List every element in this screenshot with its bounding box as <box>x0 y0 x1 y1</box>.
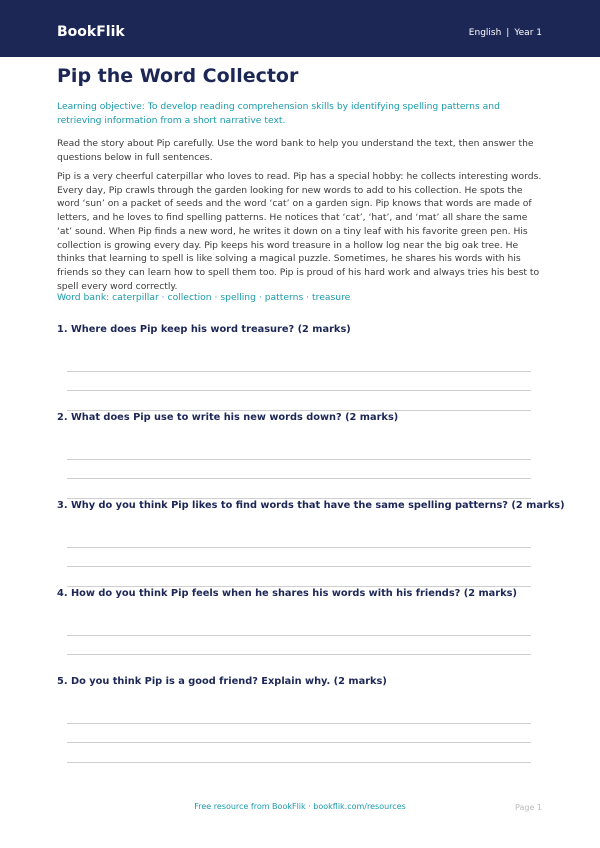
learning-objective: Learning objective: To develop reading comprehension skills by identifying spelling patterns and retrieving information from a short narrative text. <box>57 101 500 126</box>
year-label: Year 1 <box>514 28 542 38</box>
answer-line[interactable] <box>67 459 531 460</box>
answer-line[interactable] <box>67 390 531 391</box>
answer-line[interactable] <box>67 566 531 567</box>
answer-line[interactable] <box>67 762 531 763</box>
footer-resource-link[interactable]: Free resource from BookFlik · bookflik.com/resources <box>194 802 406 811</box>
question-4: 4. How do you think Pip feels when he shares his words with his friends? (2 marks) <box>57 588 517 599</box>
subject-year <box>469 27 542 39</box>
instructions: Read the story about Pip carefully. Use the word bank to help you understand the text, then answer the questions below in full sentences. <box>57 138 534 163</box>
page-header <box>0 0 600 57</box>
word-bank: Word bank: caterpillar · collection · spelling · patterns · treasure <box>57 292 351 303</box>
question-5: 5. Do you think Pip is a good friend? Explain why. (2 marks) <box>57 676 387 687</box>
answer-line[interactable] <box>67 547 531 548</box>
meta-separator: | <box>506 28 510 38</box>
story-text: Pip is a very cheerful caterpillar who loves to read. Pip has a special hobby: he collects interesting words. Every day, Pip crawls through the garden looking for new words to add to his collection. He spots the word ‘sun’ on a packet of seeds and the word ‘cat’ on a garden sign. Pip knows that words are made of letters, and he loves to find spelling patterns. He notices that ‘cat’, ‘hat’, and ‘mat’ all share the same ‘at’ sound. When Pip finds a new word, he writes it down on a tiny leaf with his favorite green pen. His collection is growing every day. Pip keeps his word treasure in a hollow log near the big oak tree. He thinks that learning to spell is like solving a magical puzzle. Sometimes, he shares his words with his friends so they can learn how to spell them too. Pip is proud of his hard work and always tries his best to spell every word correctly. <box>57 171 542 292</box>
question-2: 2. What does Pip use to write his new words down? (2 marks) <box>57 412 399 423</box>
page-number: Page 1 <box>515 803 542 812</box>
subject-label: English <box>468 28 502 38</box>
answer-line[interactable] <box>67 371 531 372</box>
answer-line[interactable] <box>67 635 531 636</box>
answer-line[interactable] <box>67 654 531 655</box>
question-3: 3. Why do you think Pip likes to find words that have the same spelling patterns? (2 marks) <box>57 500 565 511</box>
answer-line[interactable] <box>67 723 531 724</box>
answer-line[interactable] <box>67 478 531 479</box>
brand-logo: BookFlik <box>57 24 125 40</box>
question-1: 1. Where does Pip keep his word treasure? (2 marks) <box>57 324 351 335</box>
answer-line[interactable] <box>67 742 531 743</box>
worksheet-title: Pip the Word Collector <box>57 65 299 87</box>
